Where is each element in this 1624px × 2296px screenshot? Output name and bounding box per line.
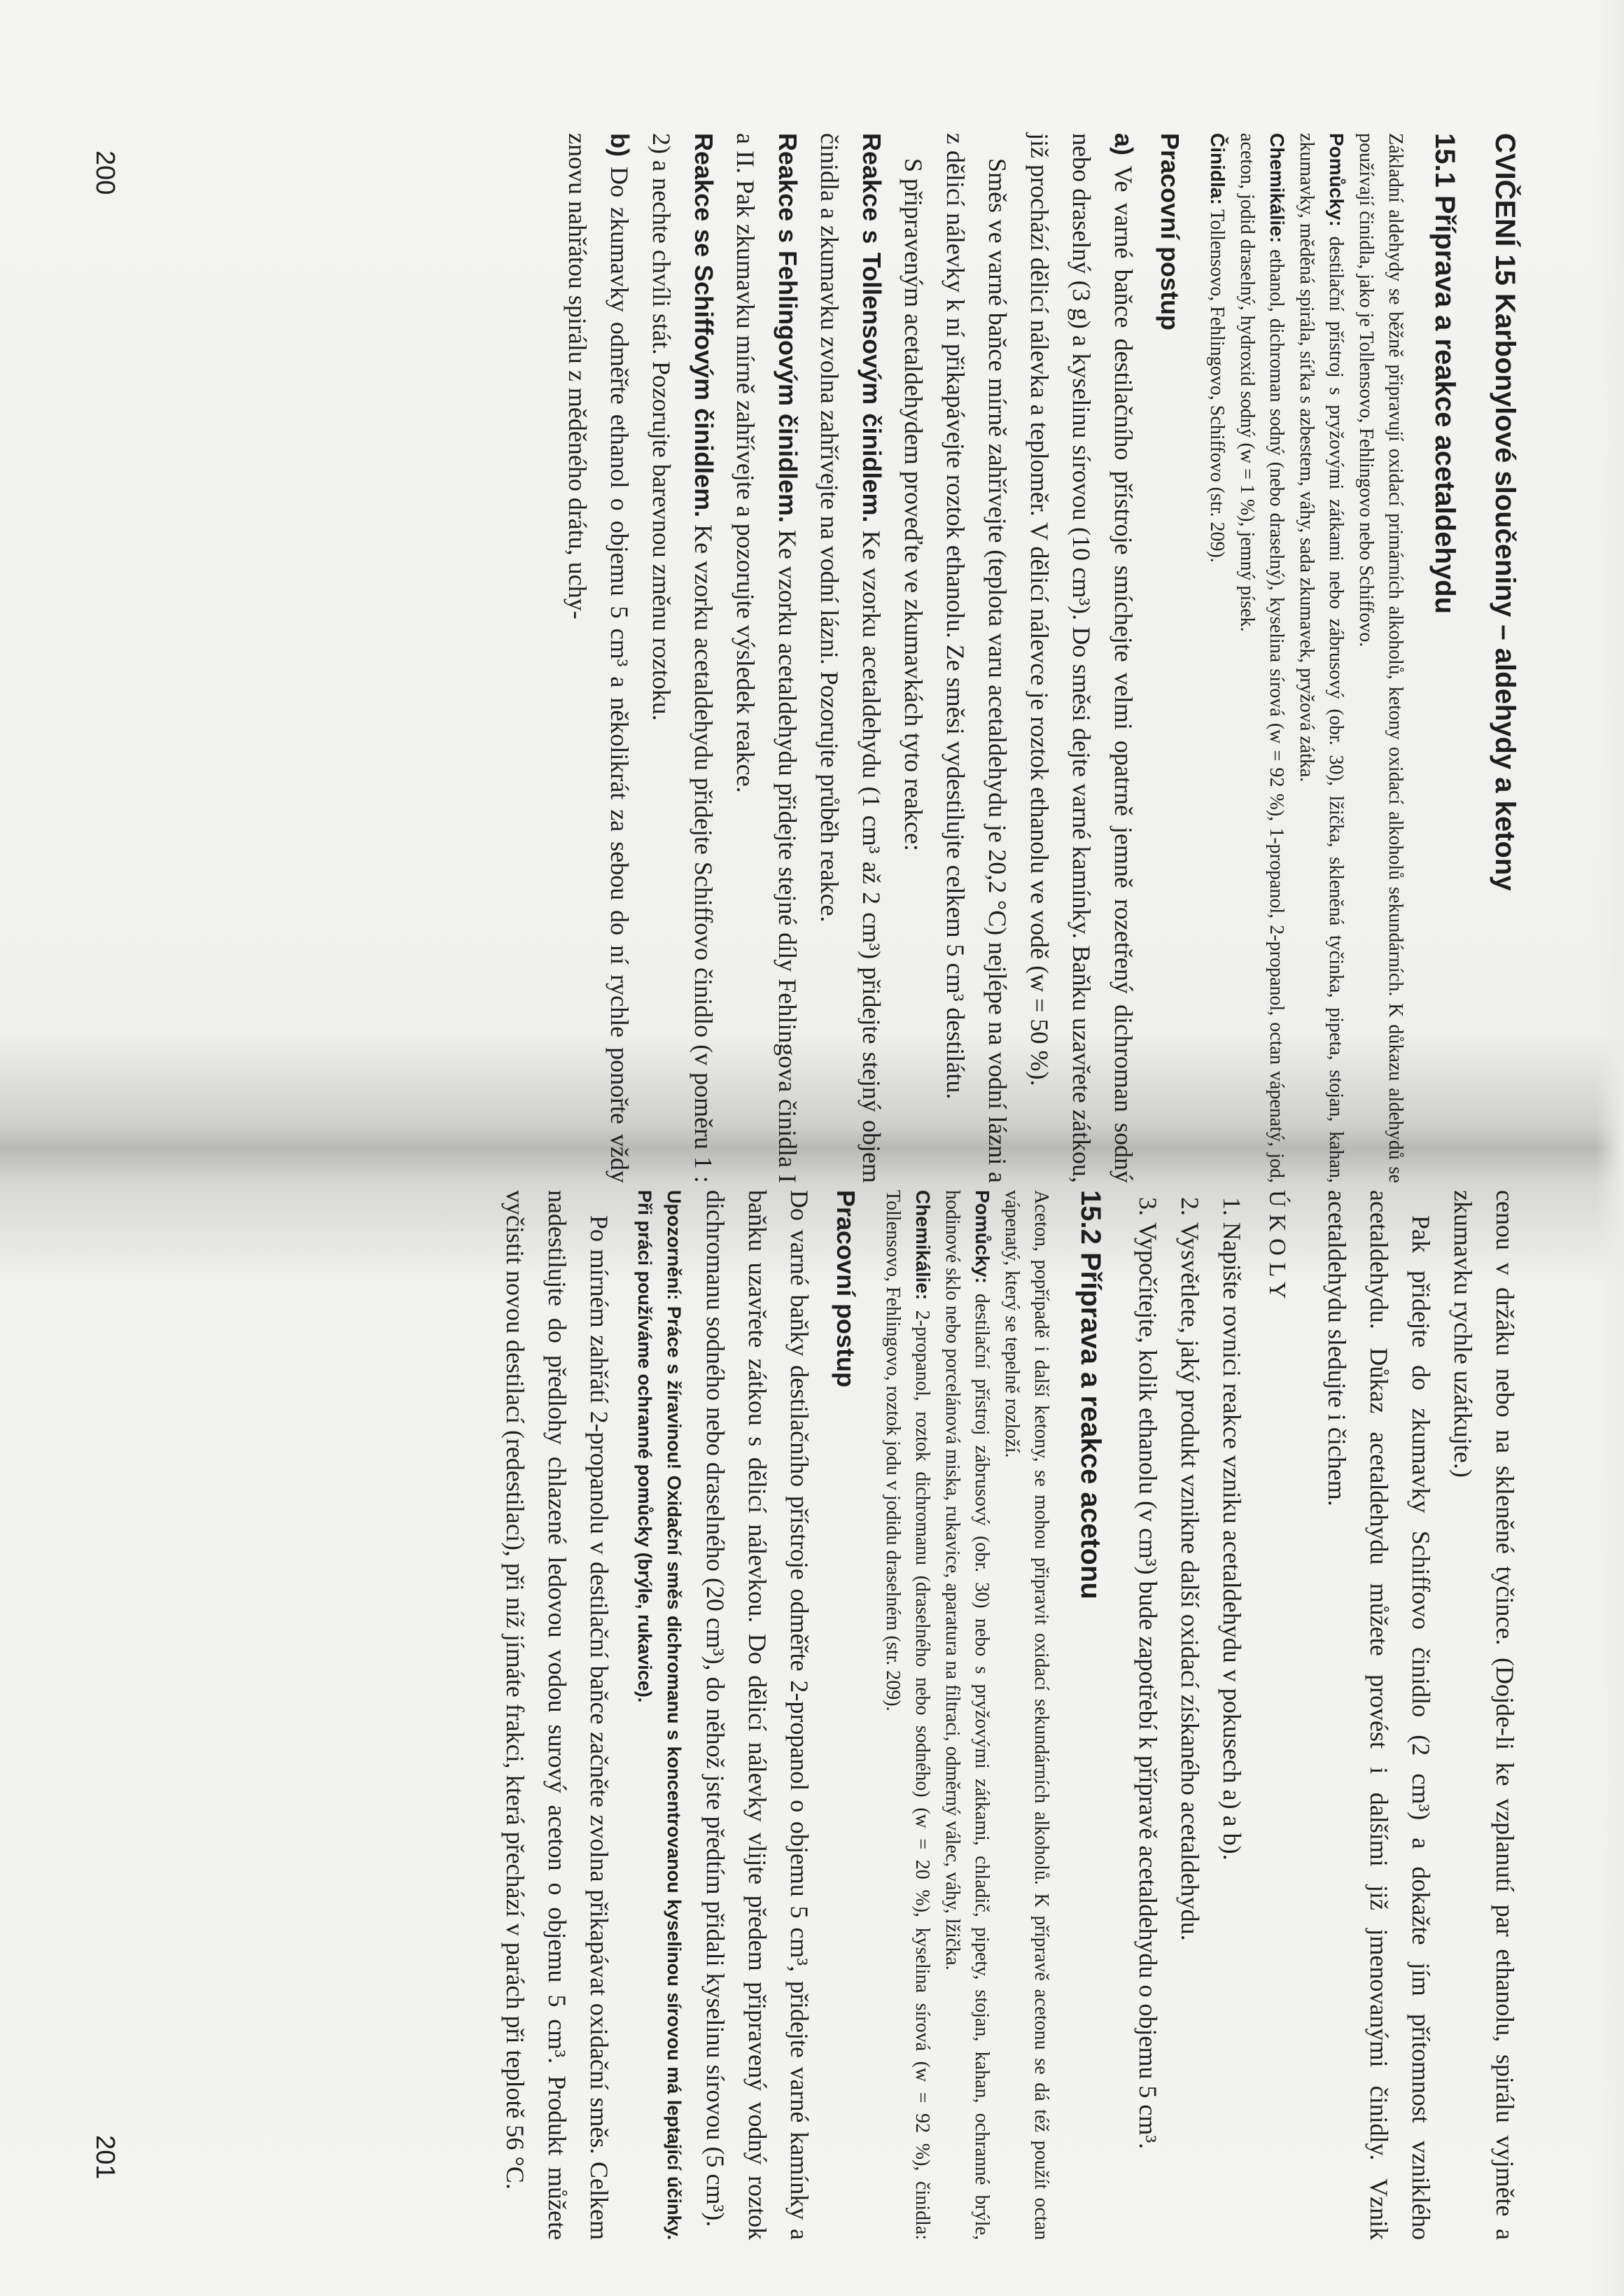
page-200 [556, 133, 1526, 1183]
procedure-heading: Pracovní postup [832, 1190, 860, 1388]
schiff-test-paragraph: Pak přidejte do zkumavky Schiffovo činidlo (2 cm³) a dokažte jím přítomnost vzniklého acetaldehydu. Důkaz acetaldehydu můžete provést i dalšími již jmenovanými činidly. Vznik acetaldehydu sledujte i čichem. [1323, 1190, 1435, 2240]
fehling-reaction [724, 133, 808, 1183]
chemikalie-text: ethanol, dichroman sodný (nebo draselný), kyselina sírová (w = 92 %), 1-propanol, 2-propanol, octan vápenatý, jod, aceton, jodid draselný, hydroxid sodný (w = 1 %), jemný písek. [1236, 133, 1287, 1183]
schiff-reaction [640, 133, 724, 1183]
safety-warning: Upozornění: Práce s žíravinou! Oxidační směs dichromanu s koncentrovanou kyselinou sírovou má leptající účinky. Při práci používáme ochranné pomůcky (brýle, rukavice). [634, 1190, 685, 2240]
fehling-label: Reakce s Fehlingovým činidlem. [774, 133, 802, 523]
task-item: 1. Napište rovnici reakce vzniku acetaldehydu v pokusech a) a b). [1211, 1222, 1253, 2240]
pomucky-paragraph [937, 1190, 997, 2240]
procedure-a-text: Ve varné baňce destilačního přístroje smíchejte velmi opatrně jemně rozetřený dichroman sodný nebo draselný (3 g) a kyselinu sírovou (10 cm³). Do směsi dejte varné kamínky. Baňku uzavřete zátkou, již prochází dělicí nálevka a teploměr. V dělicí nálevce je roztok ethanolu ve vodě (w = 50 %). [1026, 133, 1138, 1183]
task-item: 3. Vypočítejte, kolik ethanolu (v cm³) bude zapotřebí k přípravě acetaldehydu o objemu 5 cm³. [1127, 1222, 1169, 2240]
chemikalie-label: Chemikálie: [912, 1190, 934, 1301]
section-title-15-1: 15.1 Příprava a reakce acetaldehydu [1429, 133, 1460, 615]
schiff-text: Ke vzorku acetaldehydu přidejte Schiffovo činidlo (v poměru 1 : 2) a nechte chvíli stát. Pozorujte barevnou změnu roztoku. [648, 133, 718, 1183]
fehling-text: Ke vzorku acetaldehydu přidejte stejné díly Fehlingova činidla I a II. Pak zkumavku mírně zahřívejte a pozorujte výsledek reakce. [732, 133, 802, 1184]
tollens-label: Reakce s Tollensovým činidlem. [858, 133, 886, 523]
pomucky-label: Pomůcky: [1326, 133, 1348, 227]
section-title-15-2: 15.2 Příprava a reakce acetonu [1075, 1190, 1106, 1600]
page-number-200: 200 [90, 150, 120, 195]
cinidla-paragraph [1202, 133, 1232, 1183]
procedure-step-2: Po mírném zahřátí 2-propanolu v destilační baňce začněte zvolna přikapávat oxidační směs. Celkem nadestilujte do předlohy chlazené ledovou vodou surový aceton o objemu 5 cm³. Produkt můžete vyčistit novou destilací (redestilací), při níž jímáte frakci, která přechází v parách při teplotě 56 °C. [501, 1190, 613, 2240]
procedure-a [1018, 133, 1144, 1183]
page-number-201: 201 [90, 2135, 120, 2180]
cinidla-text: Tollensovo, Fehlingovo, Schiffovo (str. 209). [1206, 204, 1228, 563]
pomucky-label: Pomůcky: [972, 1190, 993, 1284]
continuation-text: cenou v držáku nebo na skleněné tyčince. (Dojde-li ke vzplanutí par ethanolu, spirálu vyjměte a zkumavku rychle uzátkujte.) [1449, 1190, 1519, 2240]
procedure-reactions-intro: S připraveným acetaldehydem proveďte ve zkumavkách tyto reakce: [899, 158, 927, 851]
procedure-a-label: a) [1110, 133, 1138, 156]
schiff-label: Reakce se Schiffovým činidlem. [690, 133, 718, 518]
page-201 [494, 1190, 1526, 2240]
procedure-heading: Pracovní postup [1156, 133, 1184, 331]
procedure-mix: Směs ve varné baňce mírně zahřívejte (teplota varu acetaldehydu je 20,2 °C) nejlépe na vodní lázni a z dělicí nálevky k ní přikapávejte roztok ethanolu. Ze směsi vydestilujte celkem 5 cm³ destilátu. [941, 133, 1011, 1183]
procedure-b-text: Do zkumavky odměřte ethanol o objemu 5 cm³ a několikrát za sebou do ní rychle ponořte vždy znovu nahřátou spirálu z měděného drátu, uchy- [564, 133, 634, 1183]
tasks-list [1127, 1190, 1253, 2240]
intro-text: Aceton, popřípadě i další ketony, se mohou připravit oxidací sekundárních alkoholů. K přípravě acetonu se dá též použít octan vápenatý, který se tepelně rozloží. [1001, 1190, 1052, 2240]
procedure-step-1: Do varné baňky destilačního přístroje odměřte 2-propanol o objemu 5 cm³, přidejte varné kamínky a baňku uzavřete zátkou s dělicí nálevkou. Do dělicí nálevky vlijte předem připravený vodný roztok dichromanu sodného nebo draselného (20 cm³), do něhož jste předtím přidali kyselinu sírovou (5 cm³). [701, 1190, 813, 2240]
tasks-heading: ÚKOLY [1264, 1190, 1290, 1306]
task-item: 2. Vysvětlete, jaký produkt vznikne další oxidací získaného acetaldehydu. [1169, 1222, 1211, 2240]
running-head: CVIČENÍ 15 Karbonylové sloučeniny – aldehydy a ketony [1490, 133, 1520, 891]
tollens-reaction [808, 133, 892, 1183]
chemikalie-text: 2-propanol, roztok dichromanu (draselného nebo sodného) (w = 20 %), kyselina sírová (w = 92 %), činidla: Tollensovo, Fehlingovo, roztok jodu v jodidu draselném (str. 209). [882, 1190, 933, 2240]
chemikalie-label: Chemikálie: [1266, 133, 1288, 244]
chemikalie-paragraph [1232, 133, 1292, 1183]
procedure-b [556, 133, 640, 1183]
pomucky-text: destilační přístroj zábrusový (obr. 30) nebo s pryžovými zátkami, chladič, pipety, stojan, kahan, ochranné brýle, hodinové sklo nebo porcelánová miska, rukavice, aparatura na filtraci, odměrný válec, váhy, lžička. [941, 1190, 993, 2240]
pomucky-text: destilační přístroj s pryžovými zátkami nebo zábrusový (obr. 30), lžička, skleněná tyčinka, pipeta, stojan, kahan, zkumavky, měděná spirála, síťka s azbestem, váhy, sada zkumavek, pryžová zátka. [1296, 133, 1347, 1183]
tollens-text: Ke vzorku acetaldehydu (1 cm³ až 2 cm³) přidejte stejný objem činidla a zkumavku zvolna zahřívejte na vodní lázni. Pozorujte průběh reakce. [816, 133, 886, 1184]
procedure-b-label: b) [606, 133, 634, 157]
cinidla-label: Činidla: [1207, 133, 1228, 205]
intro-text: Základní aldehydy se běžně připravují oxidací primárních alkoholů, ketony oxidací alkoholů sekundárních. K důkazu aldehydů se používají činidla, jako je Tollensovo, Fehlingovo nebo Schiffovo. [1355, 133, 1406, 1183]
chemikalie-paragraph [878, 1190, 937, 2240]
pomucky-paragraph [1292, 133, 1351, 1183]
